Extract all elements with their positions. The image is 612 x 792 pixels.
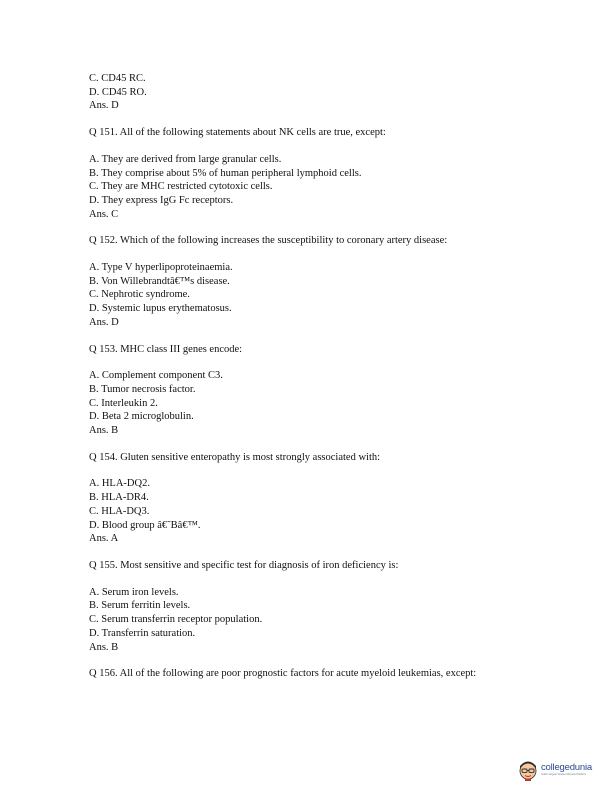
answer: Ans. A [89, 533, 119, 545]
answer: Ans. C [89, 208, 119, 220]
option-b: B. Tumor necrosis factor. [89, 383, 196, 395]
question-153 [89, 343, 529, 438]
options-list [89, 477, 529, 546]
brand-tagline: India's largest Student Review Platform [541, 772, 587, 776]
option-b: B. Serum ferritin levels. [89, 600, 191, 612]
option-a: A. Type V hyperlipoproteinaemia. [89, 262, 233, 274]
question-151 [89, 126, 529, 221]
question-155 [89, 559, 529, 654]
previous-question-tail [89, 72, 529, 113]
question-text: Q 151. All of the following statements about NK cells are true, except: [89, 127, 386, 139]
question-text: Q 152. Which of the following increases the susceptibility to coronary artery disease: [89, 235, 448, 247]
option-c: C. CD45 RC. [89, 73, 146, 84]
options-list [89, 261, 529, 330]
options-list [89, 369, 529, 438]
answer: Ans. B [89, 425, 119, 437]
document-page [89, 72, 529, 681]
student-mascot-icon [518, 759, 538, 781]
question-text: Q 154. Gluten sensitive enteropathy is most strongly associated with: [89, 451, 381, 463]
collegedunia-logo[interactable] [518, 756, 604, 784]
option-c: C. They are MHC restricted cytotoxic cells. [89, 181, 273, 193]
answer: Ans. D [89, 100, 119, 112]
question-text: Q 153. MHC class III genes encode: [89, 343, 243, 355]
option-d: D. Systemic lupus erythematosus. [89, 303, 232, 315]
options-list [89, 153, 529, 222]
option-a: A. They are derived from large granular cells. [89, 153, 282, 165]
question-154 [89, 451, 529, 546]
option-d: D. Beta 2 microglobulin. [89, 411, 194, 423]
option-a: A. HLA-DQ2. [89, 478, 150, 490]
option-c: C. Interleukin 2. [89, 397, 158, 409]
option-c: C. Nephrotic syndrome. [89, 289, 190, 301]
option-a: A. Complement component C3. [89, 370, 223, 382]
option-d: D. Transferrin saturation. [89, 627, 196, 639]
brand-name: collegedunia [541, 762, 592, 774]
question-152 [89, 234, 529, 329]
option-d: D. CD45 RO. [89, 86, 147, 98]
options-list [89, 586, 529, 655]
option-d: D. Blood group â€˜Bâ€™. [89, 519, 201, 531]
option-b: B. Von Willebrandtâ€™s disease. [89, 275, 230, 287]
answer: Ans. B [89, 641, 119, 653]
question-text: Q 155. Most sensitive and specific test for diagnosis of iron deficiency is: [89, 559, 399, 571]
option-b: B. HLA-DR4. [89, 492, 149, 504]
option-c: C. Serum transferrin receptor population. [89, 614, 263, 626]
option-a: A. Serum iron levels. [89, 586, 179, 598]
option-b: B. They comprise about 5% of human peripheral lymphoid cells. [89, 167, 362, 179]
option-d: D. They express IgG Fc receptors. [89, 194, 234, 206]
option-c: C. HLA-DQ3. [89, 505, 150, 517]
question-text: Q 156. All of the following are poor prognostic factors for acute myeloid leukemias, except: [89, 668, 477, 680]
question-156 [89, 667, 529, 681]
answer: Ans. D [89, 316, 119, 328]
